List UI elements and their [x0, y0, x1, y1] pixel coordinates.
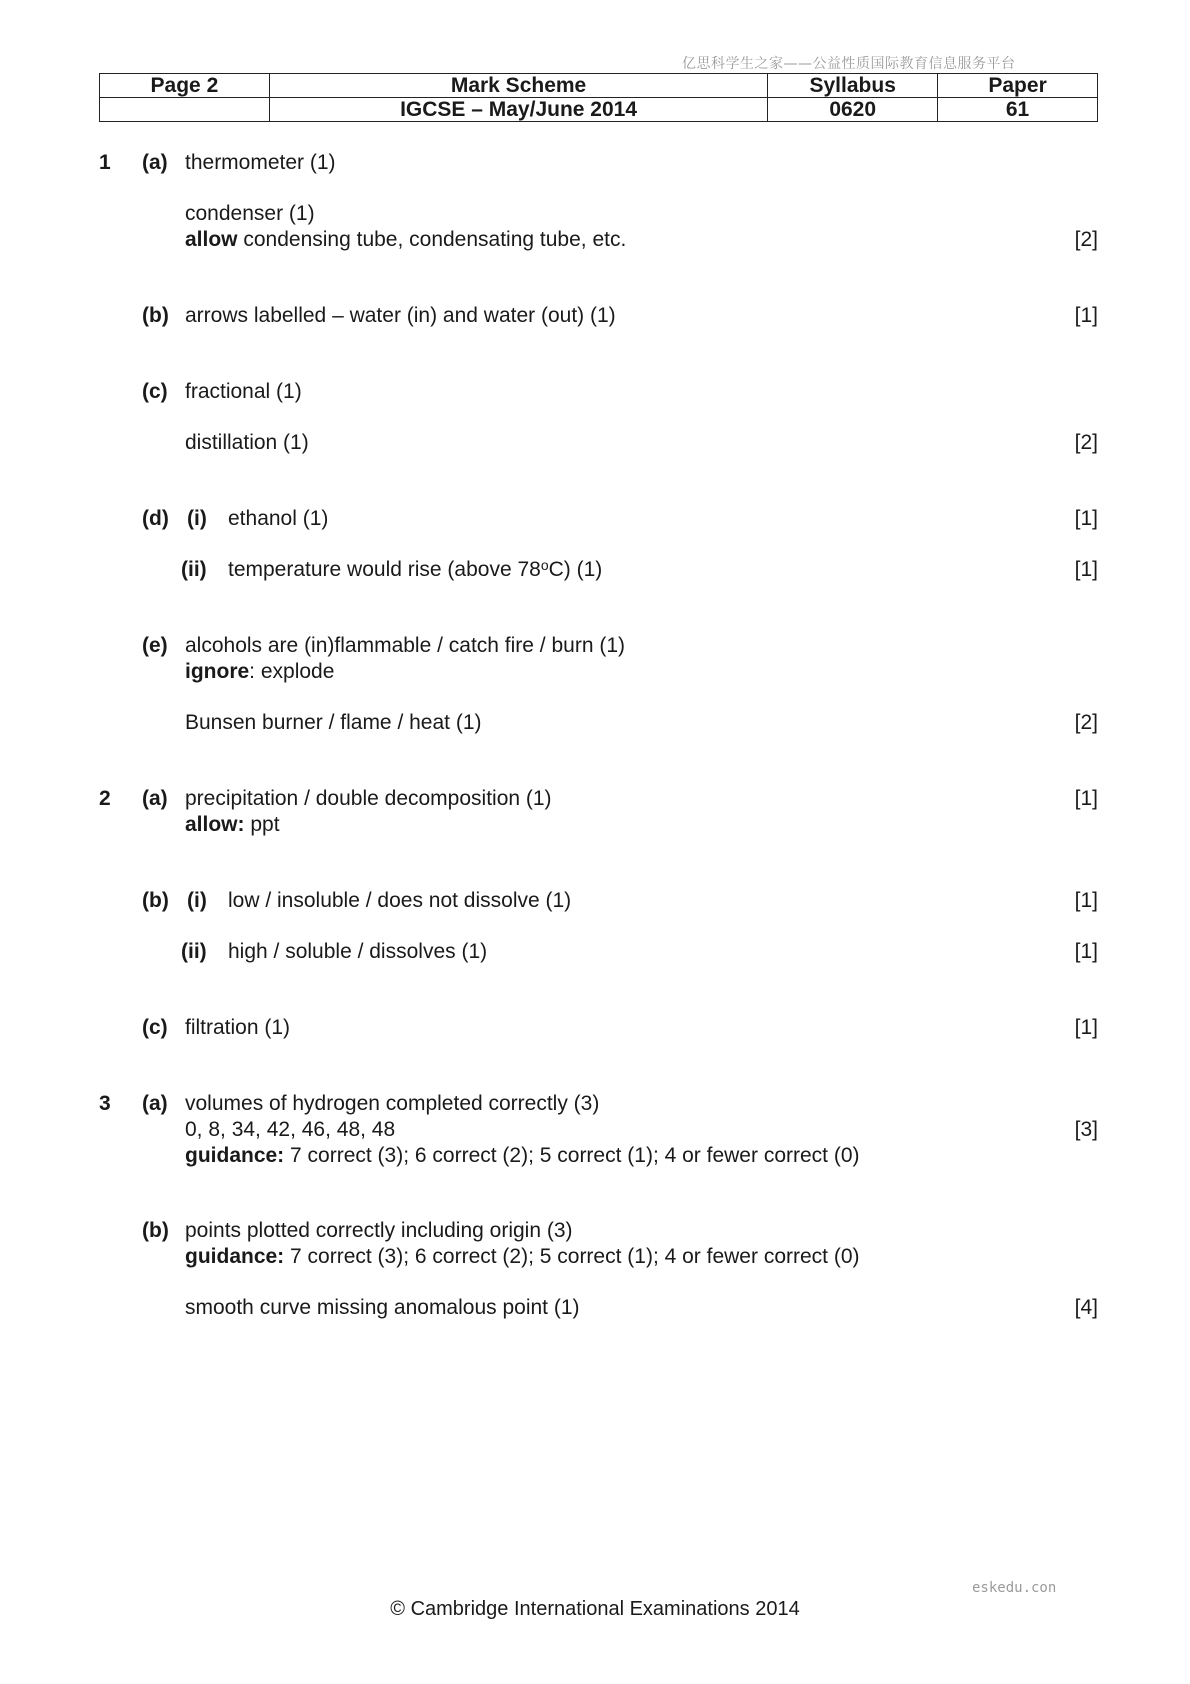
- part-label: (a): [142, 787, 168, 810]
- question-number: 2: [99, 787, 111, 810]
- subpart-label: (i): [187, 507, 207, 530]
- mark-value: [2]: [1074, 711, 1098, 734]
- answer-line: thermometer (1): [185, 151, 336, 174]
- answer-line: smooth curve missing anomalous point (1): [185, 1296, 580, 1319]
- answer-line: low / insoluble / does not dissolve (1): [228, 889, 572, 912]
- part-label: (c): [142, 1016, 168, 1039]
- part-label: (a): [142, 1092, 168, 1115]
- allow-text: condensing tube, condensating tube, etc.: [237, 228, 627, 251]
- ignore-text: : explode: [249, 660, 335, 683]
- answer-line: ethanol (1): [228, 507, 329, 530]
- guidance-note: [185, 1143, 860, 1168]
- mark-value: [4]: [1074, 1296, 1098, 1319]
- part-label: (c): [142, 380, 168, 403]
- answer-line: alcohols are (in)flammable / catch fire / burn (1): [185, 634, 626, 657]
- subpart-label: (ii): [181, 940, 207, 963]
- header-paper-number: 61: [938, 98, 1098, 122]
- mark-value: [2]: [1074, 431, 1098, 454]
- mark-value: [1]: [1074, 304, 1098, 327]
- answer-line: precipitation / double decomposition (1): [185, 787, 552, 810]
- allow-keyword: allow: [185, 228, 238, 251]
- allow-keyword: allow:: [185, 813, 245, 836]
- header-blank: [100, 98, 270, 122]
- part-label: (e): [142, 634, 168, 657]
- mark-value: [1]: [1074, 1016, 1098, 1039]
- part-label: (d): [142, 507, 169, 530]
- answer-line: distillation (1): [185, 431, 309, 454]
- allow-text: ppt: [244, 813, 280, 836]
- mark-value: [1]: [1074, 889, 1098, 912]
- subpart-label: (ii): [181, 558, 207, 581]
- mark-value: [1]: [1074, 507, 1098, 530]
- header-table: [99, 73, 1098, 122]
- allow-note: [185, 812, 280, 837]
- guidance-text: 7 correct (3); 6 correct (2); 5 correct (1); 4 or fewer correct (0): [284, 1245, 860, 1268]
- header-row-1: [100, 74, 1098, 98]
- footer-copyright: © Cambridge International Examinations 2014: [390, 1598, 800, 1620]
- subpart-label: (i): [187, 889, 207, 912]
- part-label: (b): [142, 889, 169, 912]
- mark-value: [2]: [1074, 228, 1098, 251]
- answer-text: temperature would rise (above 78: [228, 558, 541, 581]
- part-label: (a): [142, 151, 168, 174]
- ignore-note: [185, 659, 334, 684]
- header-title: Mark Scheme: [269, 74, 767, 98]
- answer-line: condenser (1): [185, 202, 315, 225]
- header-row-2: [100, 98, 1098, 122]
- part-label: (b): [142, 304, 169, 327]
- header-exam: IGCSE – May/June 2014: [269, 98, 767, 122]
- guidance-keyword: guidance:: [185, 1245, 285, 1268]
- answer-text: C) (1): [548, 558, 603, 581]
- allow-note: [185, 227, 626, 252]
- watermark-bottom: eskedu.con: [972, 1580, 1057, 1596]
- mark-value: [1]: [1074, 787, 1098, 810]
- header-page: Page 2: [100, 74, 270, 98]
- guidance-text: 7 correct (3); 6 correct (2); 5 correct (1); 4 or fewer correct (0): [284, 1144, 860, 1167]
- header-paper-label: Paper: [938, 74, 1098, 98]
- watermark-top: 亿思科学生之家——公益性质国际教育信息服务平台: [682, 56, 1016, 72]
- header-syllabus-code: 0620: [768, 98, 938, 122]
- answer-line: volumes of hydrogen completed correctly (3): [185, 1092, 600, 1115]
- part-label: (b): [142, 1219, 169, 1242]
- degree-symbol: o: [540, 557, 549, 573]
- guidance-keyword: guidance:: [185, 1144, 285, 1167]
- question-number: 3: [99, 1092, 111, 1115]
- mark-value: [1]: [1074, 558, 1098, 581]
- ignore-keyword: ignore: [185, 660, 250, 683]
- answer-line: [228, 557, 602, 582]
- question-number: 1: [99, 151, 111, 174]
- answer-line: arrows labelled – water (in) and water (out) (1): [185, 304, 616, 327]
- answer-line: Bunsen burner / flame / heat (1): [185, 711, 482, 734]
- answer-line: fractional (1): [185, 380, 302, 403]
- guidance-note: [185, 1244, 860, 1269]
- answer-line: high / soluble / dissolves (1): [228, 940, 488, 963]
- mark-value: [3]: [1074, 1118, 1098, 1141]
- answer-line: 0, 8, 34, 42, 46, 48, 48: [185, 1118, 396, 1141]
- header-syllabus-label: Syllabus: [768, 74, 938, 98]
- answer-line: points plotted correctly including origin (3): [185, 1219, 573, 1242]
- answer-line: filtration (1): [185, 1016, 291, 1039]
- mark-value: [1]: [1074, 940, 1098, 963]
